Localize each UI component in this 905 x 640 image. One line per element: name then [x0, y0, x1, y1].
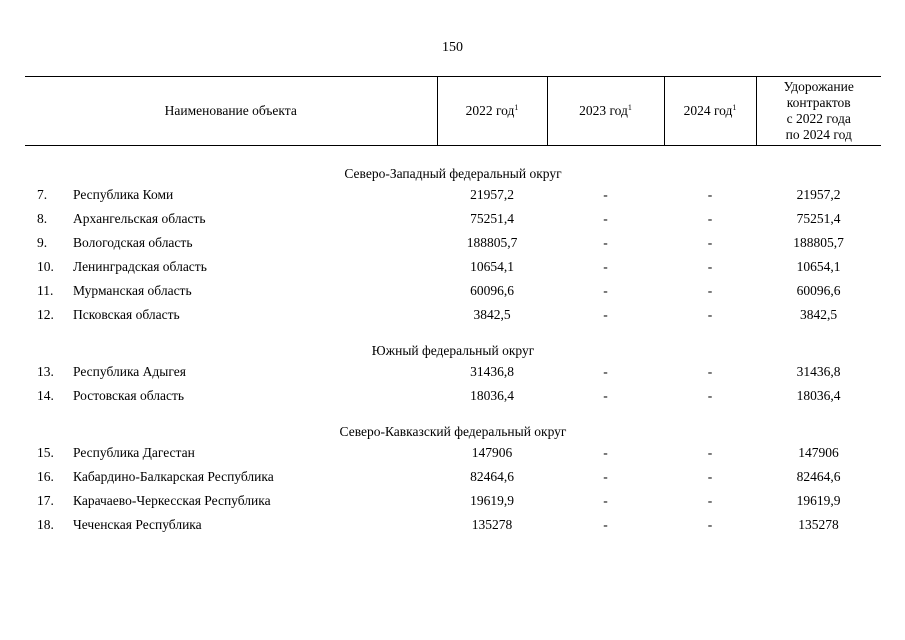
- footnote-marker: 1: [514, 103, 519, 112]
- table-row: [25, 279, 881, 303]
- value-cost-increase: 147906: [798, 445, 839, 460]
- value-2024: -: [707, 187, 713, 202]
- row-number: 12.: [37, 307, 54, 322]
- district-header-row: [25, 146, 881, 184]
- row-number: 9.: [37, 235, 48, 250]
- value-2022: 3842,5: [473, 307, 511, 322]
- value-2022: 21957,2: [470, 187, 514, 202]
- header-object-name-label: Наименование объекта: [164, 103, 297, 118]
- footnote-marker: 1: [627, 103, 632, 112]
- header-year-2023-label: 2023 год: [579, 103, 628, 118]
- object-name: Республика Дагестан: [73, 445, 195, 460]
- value-2022: 135278: [471, 517, 513, 532]
- row-number: 7.: [37, 187, 48, 202]
- value-2023: -: [603, 445, 608, 460]
- value-cost-increase: 10654,1: [796, 259, 841, 274]
- value-2023: -: [603, 259, 608, 274]
- object-name: Кабардино-Балкарская Республика: [73, 469, 274, 484]
- header-cost-increase-line: с 2022 года: [786, 111, 851, 126]
- table-row: [25, 513, 881, 537]
- district-title: Северо-Кавказский федеральный округ: [339, 424, 567, 439]
- row-number: 15.: [37, 445, 54, 460]
- value-2024: -: [707, 364, 713, 379]
- value-2024: -: [707, 445, 713, 460]
- table-row: [25, 465, 881, 489]
- value-cost-increase: 188805,7: [793, 235, 844, 250]
- value-2024: -: [707, 469, 713, 484]
- object-name: Республика Адыгея: [73, 364, 186, 379]
- district-title: Южный федеральный округ: [371, 343, 535, 358]
- value-2022: 10654,1: [470, 259, 514, 274]
- row-number: 10.: [37, 259, 54, 274]
- value-cost-increase: 135278: [798, 517, 839, 532]
- table-row: [25, 441, 881, 465]
- cost-increase-table: [25, 76, 881, 537]
- value-2023: -: [603, 388, 608, 403]
- value-2023: -: [603, 469, 608, 484]
- value-2024: -: [707, 307, 713, 322]
- row-number: 8.: [37, 211, 48, 226]
- value-cost-increase: 21957,2: [796, 187, 841, 202]
- value-cost-increase: 75251,4: [796, 211, 841, 226]
- district-header-row: [25, 408, 881, 441]
- header-year-2024-label: 2024 год: [683, 103, 733, 118]
- row-number: 17.: [37, 493, 54, 508]
- table-row: [25, 231, 881, 255]
- value-2022: 75251,4: [470, 211, 514, 226]
- value-2023: -: [603, 211, 608, 226]
- header-cost-increase-line: по 2024 год: [785, 127, 852, 142]
- value-2024: -: [707, 283, 713, 298]
- value-2024: -: [707, 388, 713, 403]
- district-header-row: [25, 327, 881, 360]
- header-object-name: [25, 77, 437, 146]
- value-2022: 82464,6: [470, 469, 514, 484]
- value-cost-increase: 60096,6: [796, 283, 841, 298]
- value-2023: -: [603, 517, 608, 532]
- value-2023: -: [603, 283, 608, 298]
- table-header: [25, 77, 881, 146]
- value-2024: -: [707, 517, 713, 532]
- value-2022: 147906: [471, 445, 513, 460]
- object-name: Архангельская область: [73, 211, 206, 226]
- table-row: [25, 303, 881, 327]
- object-name: Ростовская область: [73, 388, 184, 403]
- object-name: Карачаево-Черкесская Республика: [73, 493, 271, 508]
- header-year-2023: [547, 77, 664, 146]
- table-row: [25, 384, 881, 408]
- value-cost-increase: 82464,6: [796, 469, 841, 484]
- footnote-marker: 1: [732, 103, 737, 112]
- value-2024: -: [707, 493, 713, 508]
- table-row: [25, 183, 881, 207]
- object-name: Ленинградская область: [73, 259, 207, 274]
- value-2023: -: [603, 364, 608, 379]
- value-cost-increase: 3842,5: [799, 307, 838, 322]
- header-cost-increase-line: Удорожание: [783, 79, 854, 94]
- value-2022: 188805,7: [466, 235, 518, 250]
- header-year-2022-label: 2022 год: [465, 103, 515, 118]
- table-row: [25, 207, 881, 231]
- object-name: Псковская область: [73, 307, 180, 322]
- header-cost-increase: [756, 77, 881, 146]
- value-2024: -: [707, 211, 713, 226]
- value-2023: -: [603, 493, 608, 508]
- header-cost-increase-line: контрактов: [786, 95, 851, 110]
- object-name: Мурманская область: [73, 283, 192, 298]
- table-row: [25, 489, 881, 513]
- value-2022: 18036,4: [470, 388, 514, 403]
- value-cost-increase: 31436,8: [796, 364, 841, 379]
- value-cost-increase: 18036,4: [796, 388, 841, 403]
- table-row: [25, 255, 881, 279]
- header-year-2024: [664, 77, 756, 146]
- table-row: [25, 360, 881, 384]
- row-number: 16.: [37, 469, 54, 484]
- page-number: 150: [442, 40, 463, 55]
- row-number: 13.: [37, 364, 54, 379]
- value-2022: 60096,6: [470, 283, 514, 298]
- value-2024: -: [707, 259, 713, 274]
- value-cost-increase: 19619,9: [796, 493, 841, 508]
- row-number: 18.: [37, 517, 54, 532]
- row-number: 11.: [37, 283, 54, 298]
- header-year-2022: [437, 77, 547, 146]
- object-name: Вологодская область: [73, 235, 193, 250]
- row-number: 14.: [37, 388, 54, 403]
- value-2024: -: [707, 235, 713, 250]
- value-2023: -: [603, 187, 608, 202]
- table-body: [25, 146, 881, 538]
- value-2022: 31436,8: [470, 364, 514, 379]
- value-2023: -: [603, 307, 608, 322]
- value-2023: -: [603, 235, 608, 250]
- object-name: Республика Коми: [73, 187, 174, 202]
- object-name: Чеченская Республика: [73, 517, 202, 532]
- value-2022: 19619,9: [470, 493, 514, 508]
- district-title: Северо-Западный федеральный округ: [344, 166, 562, 181]
